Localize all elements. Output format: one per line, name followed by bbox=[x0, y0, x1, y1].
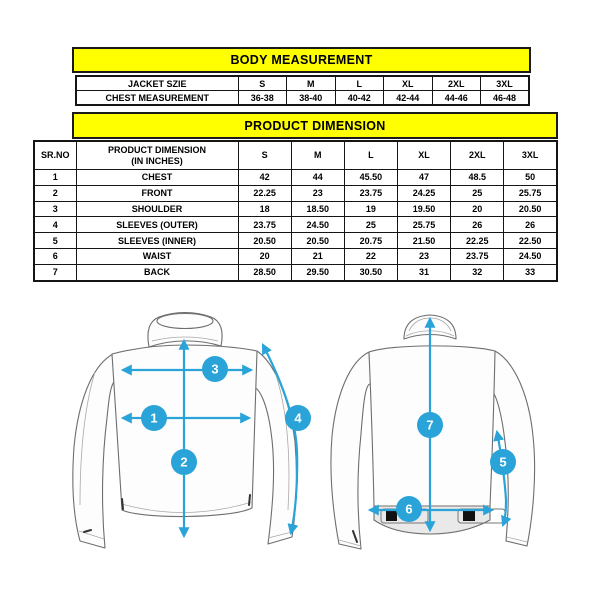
svg-text:7: 7 bbox=[426, 417, 434, 433]
table-cell: 33 bbox=[504, 264, 557, 280]
front-hem-right-mark bbox=[249, 495, 250, 505]
marker-shoulder bbox=[202, 356, 228, 382]
table-cell: 31 bbox=[397, 264, 450, 280]
table-cell: SLEEVES (INNER) bbox=[76, 233, 238, 249]
table-cell: 23 bbox=[291, 185, 344, 201]
table-cell: 29.50 bbox=[291, 264, 344, 280]
svg-text:3: 3 bbox=[211, 361, 219, 377]
table-cell: WAIST bbox=[76, 248, 238, 264]
marker-sleeves-inner bbox=[490, 449, 516, 475]
column-header-size: XL bbox=[397, 141, 450, 170]
table-cell: 44 bbox=[291, 170, 344, 186]
table-cell: 20 bbox=[238, 248, 291, 264]
body-measurement-table bbox=[75, 75, 530, 106]
table-cell: 23 bbox=[397, 248, 450, 264]
svg-text:6: 6 bbox=[405, 501, 413, 517]
table-cell: 47 bbox=[397, 170, 450, 186]
table-cell: 18 bbox=[238, 201, 291, 217]
table-cell: XL bbox=[384, 76, 433, 91]
table-cell: 40-42 bbox=[335, 91, 384, 106]
svg-text:5: 5 bbox=[499, 454, 507, 470]
table-cell: 22 bbox=[344, 248, 397, 264]
front-right-sleeve bbox=[252, 351, 296, 544]
product-dimension-tbody bbox=[34, 170, 557, 281]
table-cell: 5 bbox=[34, 233, 76, 249]
table-cell: 6 bbox=[34, 248, 76, 264]
table-cell: 36-38 bbox=[238, 91, 287, 106]
table-row bbox=[34, 233, 557, 249]
table-cell: 22.50 bbox=[504, 233, 557, 249]
table-cell: 21 bbox=[291, 248, 344, 264]
marker-sleeves-outer bbox=[285, 405, 311, 431]
table-cell: 22.25 bbox=[451, 233, 504, 249]
table-cell: 42 bbox=[238, 170, 291, 186]
table-cell: 3 bbox=[34, 201, 76, 217]
svg-text:1: 1 bbox=[150, 410, 158, 426]
table-cell: 23.75 bbox=[238, 217, 291, 233]
table-row bbox=[34, 264, 557, 280]
table-row bbox=[34, 217, 557, 233]
table-cell: JACKET SZIE bbox=[76, 76, 238, 91]
table-cell: 2XL bbox=[432, 76, 481, 91]
column-header-size: 2XL bbox=[451, 141, 504, 170]
product-dimension-title: PRODUCT DIMENSION bbox=[72, 112, 558, 139]
table-cell: S bbox=[238, 76, 287, 91]
arrow-sleeve-inner bbox=[497, 432, 506, 525]
table-row bbox=[34, 201, 557, 217]
table-cell: 7 bbox=[34, 264, 76, 280]
product-dimension-table bbox=[33, 140, 558, 282]
table-cell: 1 bbox=[34, 170, 76, 186]
column-header-dimension: PRODUCT DIMENSION (IN INCHES) bbox=[76, 141, 238, 170]
front-left-sleeve bbox=[73, 354, 117, 548]
column-header-size: M bbox=[291, 141, 344, 170]
table-cell: 42-44 bbox=[384, 91, 433, 106]
table-cell: FRONT bbox=[76, 185, 238, 201]
table-row bbox=[76, 91, 529, 106]
table-cell: 46-48 bbox=[481, 91, 530, 106]
marker-waist bbox=[396, 496, 422, 522]
table-cell: 19 bbox=[344, 201, 397, 217]
table-cell: 26 bbox=[504, 217, 557, 233]
table-cell: 20 bbox=[451, 201, 504, 217]
body-measurement-tbody bbox=[76, 76, 529, 105]
table-cell: 26 bbox=[451, 217, 504, 233]
svg-text:4: 4 bbox=[294, 410, 302, 426]
table-cell: 25 bbox=[451, 185, 504, 201]
table-cell: 20.50 bbox=[238, 233, 291, 249]
table-cell: 20.75 bbox=[344, 233, 397, 249]
table-cell: 38-40 bbox=[287, 91, 336, 106]
table-cell: M bbox=[287, 76, 336, 91]
front-hem-left-mark bbox=[122, 499, 123, 509]
table-cell: 44-46 bbox=[432, 91, 481, 106]
table-row bbox=[34, 185, 557, 201]
marker-front bbox=[171, 449, 197, 475]
table-cell: 45.50 bbox=[344, 170, 397, 186]
front-collar-opening bbox=[157, 314, 213, 329]
column-header-size: L bbox=[344, 141, 397, 170]
column-header-srno: SR.NO bbox=[34, 141, 76, 170]
table-cell: 48.5 bbox=[451, 170, 504, 186]
table-cell: 18.50 bbox=[291, 201, 344, 217]
table-cell: 23.75 bbox=[344, 185, 397, 201]
table-cell: 28.50 bbox=[238, 264, 291, 280]
jacket-measurement-diagram bbox=[0, 300, 600, 580]
table-cell: 22.25 bbox=[238, 185, 291, 201]
back-right-sleeve bbox=[491, 351, 535, 546]
table-row bbox=[76, 76, 529, 91]
product-dimension-header-row bbox=[34, 141, 557, 170]
column-header-size: 3XL bbox=[504, 141, 557, 170]
table-cell: 20.50 bbox=[291, 233, 344, 249]
table-cell: L bbox=[335, 76, 384, 91]
table-cell: CHEST MEASUREMENT bbox=[76, 91, 238, 106]
table-cell: 4 bbox=[34, 217, 76, 233]
table-cell: 25.75 bbox=[397, 217, 450, 233]
table-cell: 32 bbox=[451, 264, 504, 280]
marker-chest bbox=[141, 405, 167, 431]
table-row bbox=[34, 248, 557, 264]
table-cell: CHEST bbox=[76, 170, 238, 186]
marker-back bbox=[417, 412, 443, 438]
table-row bbox=[34, 170, 557, 186]
table-cell: SLEEVES (OUTER) bbox=[76, 217, 238, 233]
table-cell: 24.25 bbox=[397, 185, 450, 201]
table-cell: 25 bbox=[344, 217, 397, 233]
table-cell: 2 bbox=[34, 185, 76, 201]
table-cell: 24.50 bbox=[504, 248, 557, 264]
table-cell: 25.75 bbox=[504, 185, 557, 201]
jacket-front-view bbox=[73, 313, 297, 549]
table-cell: 3XL bbox=[481, 76, 530, 91]
table-cell: 21.50 bbox=[397, 233, 450, 249]
table-cell: 19.50 bbox=[397, 201, 450, 217]
table-cell: BACK bbox=[76, 264, 238, 280]
table-cell: 30.50 bbox=[344, 264, 397, 280]
table-cell: 20.50 bbox=[504, 201, 557, 217]
back-left-tab bbox=[386, 511, 397, 521]
back-left-sleeve bbox=[331, 352, 371, 549]
table-cell: SHOULDER bbox=[76, 201, 238, 217]
table-cell: 24.50 bbox=[291, 217, 344, 233]
back-right-tab bbox=[463, 511, 475, 521]
table-cell: 50 bbox=[504, 170, 557, 186]
svg-text:2: 2 bbox=[180, 454, 188, 470]
column-header-size: S bbox=[238, 141, 291, 170]
table-cell: 23.75 bbox=[451, 248, 504, 264]
body-measurement-title: BODY MEASUREMENT bbox=[72, 47, 531, 73]
